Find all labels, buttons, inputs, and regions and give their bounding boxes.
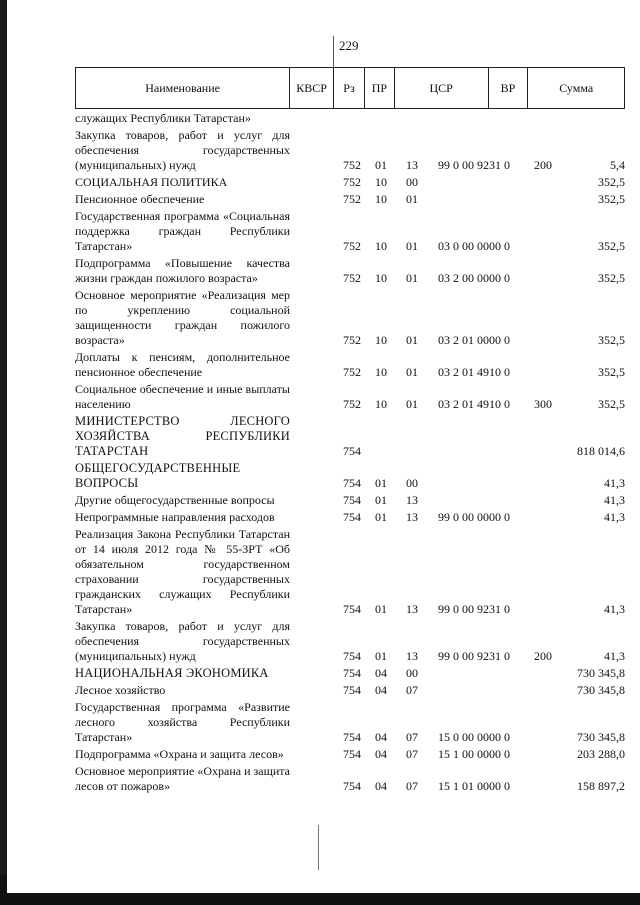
row-vr: 300 (534, 397, 552, 411)
row-rz: 01 (375, 476, 387, 490)
row-sum: 158 897,2 (577, 779, 625, 793)
row-csr: 15 1 00 0000 0 (438, 747, 510, 761)
row-pr: 13 (406, 602, 418, 616)
row-name: Подпрограмма «Повышение качества жизни граждан пожилого возраста» (75, 256, 290, 285)
row-kvsr: 752 (343, 271, 361, 285)
row-csr: 03 2 01 0000 0 (438, 333, 510, 347)
table-row (75, 256, 625, 286)
row-rz: 01 (375, 493, 387, 507)
row-sum: 730 345,8 (577, 683, 625, 697)
row-rz: 10 (375, 239, 387, 253)
row-csr: 15 0 00 0000 0 (438, 730, 510, 744)
header-kvsr: КВСР (290, 68, 334, 108)
row-kvsr: 754 (343, 779, 361, 793)
row-sum: 818 014,6 (577, 444, 625, 458)
row-pr: 01 (406, 239, 418, 253)
row-rz: 01 (375, 158, 387, 172)
row-rz: 04 (375, 666, 387, 680)
row-pr: 07 (406, 779, 418, 793)
row-csr: 99 0 00 9231 0 (438, 158, 510, 172)
row-csr: 03 2 01 4910 0 (438, 365, 510, 379)
header-rz: Рз (334, 68, 365, 108)
table-row (75, 666, 625, 681)
row-rz: 10 (375, 365, 387, 379)
row-sum: 352,5 (598, 175, 625, 189)
row-kvsr: 752 (343, 239, 361, 253)
row-rz: 01 (375, 510, 387, 524)
table-row (75, 747, 625, 762)
row-rz: 04 (375, 683, 387, 697)
page-number: 229 (339, 38, 359, 53)
row-name: Пенсионное обеспечение (75, 192, 205, 206)
row-kvsr: 752 (343, 192, 361, 206)
row-rz: 01 (375, 649, 387, 663)
row-kvsr: 754 (343, 493, 361, 507)
row-kvsr: 754 (343, 510, 361, 524)
row-rz: 04 (375, 747, 387, 761)
row-rz: 10 (375, 333, 387, 347)
row-pr: 01 (406, 365, 418, 379)
table-row (75, 493, 625, 508)
row-pr: 13 (406, 510, 418, 524)
row-name: ОБЩЕГОСУДАРСТВЕННЫЕ ВОПРОСЫ (75, 461, 241, 490)
scan-border-bottom-inner (7, 875, 640, 893)
row-kvsr: 752 (343, 175, 361, 189)
row-kvsr: 754 (343, 649, 361, 663)
row-name: Закупка товаров, работ и услуг для обеспечения государственных (муниципальных) нужд (75, 619, 290, 663)
row-name: служащих Республики Татарстан» (75, 111, 251, 125)
row-kvsr: 754 (343, 602, 361, 616)
row-pr: 13 (406, 649, 418, 663)
row-rz: 04 (375, 730, 387, 744)
binding-line-bottom (318, 825, 319, 870)
table-row (75, 700, 625, 745)
header-sum: Сумма (559, 80, 594, 95)
row-sum: 352,5 (598, 365, 625, 379)
row-kvsr: 754 (343, 747, 361, 761)
table-body (75, 111, 625, 796)
row-pr: 01 (406, 271, 418, 285)
table-row (75, 111, 625, 126)
table-row (75, 510, 625, 525)
row-name: Лесное хозяйство (75, 683, 166, 697)
row-pr: 01 (406, 397, 418, 411)
row-sum: 41,3 (604, 476, 625, 490)
row-sum: 203 288,0 (577, 747, 625, 761)
row-rz: 10 (375, 192, 387, 206)
row-sum: 730 345,8 (577, 730, 625, 744)
table-row (75, 414, 625, 459)
header-name: Наименование (76, 68, 290, 108)
row-pr: 00 (406, 175, 418, 189)
row-name: Закупка товаров, работ и услуг для обеспечения государственных (муниципальных) нужд (75, 128, 290, 172)
row-sum: 41,3 (604, 649, 625, 663)
row-pr: 01 (406, 333, 418, 347)
row-csr: 03 2 00 0000 0 (438, 271, 510, 285)
table-row (75, 128, 625, 173)
header-pr: ПР (365, 68, 395, 108)
row-sum: 352,5 (598, 192, 625, 206)
row-kvsr: 752 (343, 158, 361, 172)
row-csr: 15 1 01 0000 0 (438, 779, 510, 793)
row-sum: 352,5 (598, 397, 625, 411)
row-csr: 99 0 00 0000 0 (438, 510, 510, 524)
table-row (75, 764, 625, 794)
row-sum: 730 345,8 (577, 666, 625, 680)
row-name: Подпрограмма «Охрана и защита лесов» (75, 747, 284, 761)
row-rz: 01 (375, 602, 387, 616)
row-sum: 41,3 (604, 510, 625, 524)
row-sum: 41,3 (604, 602, 625, 616)
table-row (75, 350, 625, 380)
row-pr: 00 (406, 476, 418, 490)
row-kvsr: 752 (343, 365, 361, 379)
row-vr: 200 (534, 649, 552, 663)
table-header (75, 67, 625, 109)
row-pr: 00 (406, 666, 418, 680)
row-kvsr: 754 (343, 444, 361, 458)
table-row (75, 461, 625, 491)
row-name: Основное мероприятие «Охрана и защита лесов от пожаров» (75, 764, 290, 793)
table-row (75, 288, 625, 348)
row-csr: 99 0 00 9231 0 (438, 602, 510, 616)
table-row (75, 527, 625, 617)
row-name: НАЦИОНАЛЬНАЯ ЭКОНОМИКА (75, 666, 269, 680)
row-rz: 10 (375, 397, 387, 411)
row-rz: 04 (375, 779, 387, 793)
row-rz: 10 (375, 271, 387, 285)
scan-border-left (0, 0, 7, 905)
row-name: Доплаты к пенсиям, дополнительное пенсионное обеспечение (75, 350, 290, 379)
table-row (75, 683, 625, 698)
table-row (75, 175, 625, 190)
row-name: Государственная программа «Развитие лесного хозяйства Республики Татарстан» (75, 700, 290, 744)
row-name: Основное мероприятие «Реализация мер по укреплению социальной защищенности граждан пожилого возраста» (75, 288, 290, 347)
row-pr: 07 (406, 747, 418, 761)
row-sum: 352,5 (598, 271, 625, 285)
header-csr: ЦСР (395, 68, 489, 108)
row-rz: 10 (375, 175, 387, 189)
row-kvsr: 754 (343, 730, 361, 744)
row-name: СОЦИАЛЬНАЯ ПОЛИТИКА (75, 175, 228, 189)
row-sum: 5,4 (610, 158, 625, 172)
row-pr: 07 (406, 683, 418, 697)
row-csr: 03 2 01 4910 0 (438, 397, 510, 411)
row-pr: 01 (406, 192, 418, 206)
row-pr: 13 (406, 158, 418, 172)
row-sum: 41,3 (604, 493, 625, 507)
binding-line-top (333, 36, 334, 68)
row-name: Социальное обеспечение и иные выплаты населению (75, 382, 290, 411)
table-row (75, 382, 625, 412)
row-kvsr: 754 (343, 476, 361, 490)
row-gap (75, 794, 625, 796)
row-kvsr: 752 (343, 397, 361, 411)
row-kvsr: 754 (343, 666, 361, 680)
row-kvsr: 754 (343, 683, 361, 697)
header-vr: ВР (489, 68, 529, 108)
table-row (75, 209, 625, 254)
row-sum: 352,5 (598, 239, 625, 253)
row-csr: 03 0 00 0000 0 (438, 239, 510, 253)
row-name: Непрограммные направления расходов (75, 510, 275, 524)
row-pr: 13 (406, 493, 418, 507)
row-kvsr: 752 (343, 333, 361, 347)
row-name: Государственная программа «Социальная поддержка граждан Республики Татарстан» (75, 209, 290, 253)
table-row (75, 192, 625, 207)
row-pr: 07 (406, 730, 418, 744)
row-csr: 99 0 00 9231 0 (438, 649, 510, 663)
table-row (75, 619, 625, 664)
row-sum: 352,5 (598, 333, 625, 347)
row-name: Другие общегосударственные вопросы (75, 493, 275, 507)
row-name: МИНИСТЕРСТВО ЛЕСНОГО ХОЗЯЙСТВА РЕСПУБЛИКИ ТАТАРСТАН (75, 414, 290, 458)
row-name: Реализация Закона Республики Татарстан от 14 июля 2012 года № 55-ЗРТ «Об обязательном государственном страховании государственных гражданских служащих Республики Татарстан» (75, 527, 290, 616)
row-vr: 200 (534, 158, 552, 172)
